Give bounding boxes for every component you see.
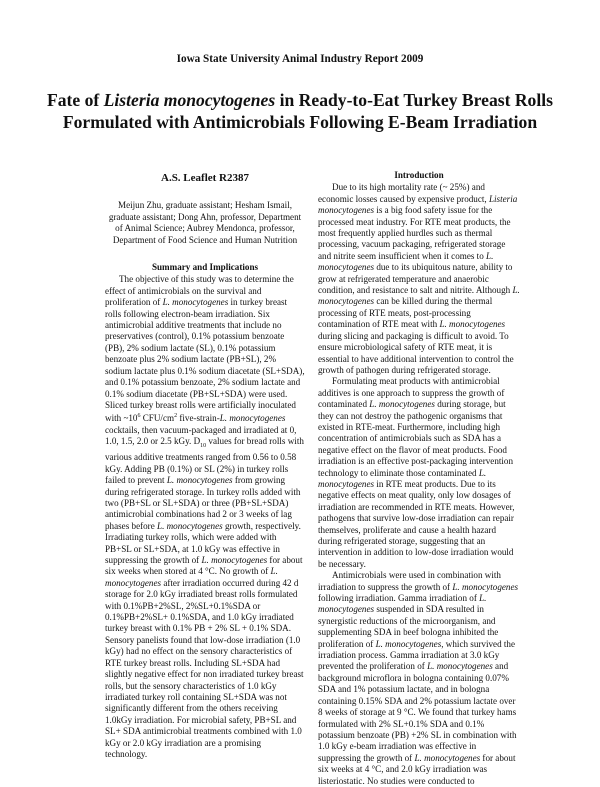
- summary-paragraph: The objective of this study was to determine the effect of antimicrobials on the survival and proliferation of L. monocytogenes in turkey breast rolls following electron-beam irradiation. Six antimicrobial additive treatments that include no preservatives (control), 0.1% potassium benzoate (PB), 2% sodium lactate (SL), 0.1% potassium benzoate plus 2% sodium lactate (PB+SL), 2% sodium lactate plus 0.1% sodium diacetate (SL+SDA), and 0.1% potassium benzoate, 2% sodium lactate and 0.1% sodium diacetate (PB+SL+SDA) were used. Sliced turkey breast rolls were artificially inoculated with $\sim 10^6$ CFU/$cm^2$ five-strain-L. monocytogenes cocktails, then vacuum-packaged and irradiated at 0, 1.0, 1.5, 2.0 or 2.5 kGy. $D_{10}$ values for bread rolls with various additive treatments ranged from 0.56 to 0.58 kGy. Adding PB (0.1%) or SL (2%) in turkey rolls failed to prevent L. monocytogenes from growing during refrigerated storage. In turkey rolls added with two (PB+SL or SL+SDA) or three (PB+SL+SDA) antimicrobial combinations had 2 or 3 weeks of lag phases before L. monocytogenes growth, respectively. Irradiating turkey rolls, which were added with PB+SL or SL+SDA, at 1.0 kGy was effective in suppressing the growth of L. monocytogenes for about six weeks when stored at 4 °C. No growth of L. monocytogenes after irradiation occurred during 42 d storage for 2.0 kGy irradiated breast rolls formulated with 0.1%PB+2%SL, 2%SL+0.1%SDA or 0.1%PB+2%SL+ 0.1%SDA, and 1.0 kGy irradiated turkey breast with 0.1% PB + 2% SL + 0.1% SDA. Sensory panelists found that low-dose irradiation (1.0 kGy) had no effect on the sensory characteristics of RTE turkey breast rolls. Including SL+SDA had slightly negative effect for non irradiated turkey breast rolls, but the sensory characteristics of 1.0 kGy irradiated turkey roll containing SL+SDA was not significantly different from the others receiving 1.0kGy irradiation. For microbial safety, PB+SL and SL+ SDA antimicrobial treatments combined with 1.0 kGy or 2.0 kGy irradiation are a promising technology.: [105, 274, 305, 759]
- intro-paragraph-3: Antimicrobials were used in combination with irradiation to suppress the growth of L. monocytogenes following irradiation. Gamma irradiation of L. monocytogenes suspended in SDA resulted in synergistic reductions of the microorganism, and supplementing SDA in beef bologna inhibited the proliferation of L. monocytogenes, which survived the irradiation process. Gamma irradiation at 3.0 kGy prevented the proliferation of L. monocytogenes and background microflora in bologna containing 0.07% SDA and 1% potassium lactate, and in bologna containing 0.15% SDA and 2% potassium lactate over 8 weeks of storage at 9 °C. We found that turkey hams formulated with 2% SL+0.1% SDA and 0.1% potassium benzoate (PB) +2% SL in combination with 1.0 kGy e-beam irradiation was effective in suppressing the growth of L. monocytogenes for about six weeks at 4 °C, and 2.0 kGy irradiation was listeriostatic. No studies were conducted to: [318, 570, 519, 786]
- title-organism: Listeria monocytogenes: [103, 90, 276, 110]
- paper-title: [40, 90, 560, 134]
- title-part-2: in Ready-to-Eat Turkey Breast Rolls Formulated with Antimicrobials Following E-Beam Irradiation: [62, 90, 553, 132]
- right-column: [318, 170, 520, 787]
- summary-heading: Summary and Implications: [151, 262, 259, 273]
- leaflet-number: A.S. Leaflet R2387: [161, 172, 249, 184]
- intro-paragraph-1: Due to its high mortality rate (~ 25%) and economic losses caused by expensive product, Listeria monocytogenes is a big food safety issue for the processed meat industry. For RTE meat products, the most frequently applied hurdles such as thermal processing, vacuum packaging, refrigerated storage and nitrite seem insufficient when it comes to L. monocytogenes due to its ubiquitous nature, ability to grow at refrigerated temperature and anaerobic condition, and resistance to salt and nitrite. Although L. monocytogenes can be killed during the thermal processing of RTE meats, post-processing contamination of RTE meat with L. monocytogenes during slicing and packaging is difficult to avoid. To ensure microbiological safety of RTE meat, it is essential to have additional intervention to control the growth of pathogen during refrigerated storage.: [318, 182, 520, 375]
- title-part-1: Fate of: [47, 90, 104, 110]
- report-header: Iowa State University Animal Industry Report 2009: [176, 53, 424, 65]
- left-column: [105, 170, 305, 760]
- authors: Meijun Zhu, graduate assistant; Hesham Ismail, graduate assistant; Dong Ahn, professor, Department of Animal Science; Aubrey Mendonca, professor, Department of Food Science and Human Nutrition: [108, 200, 302, 245]
- intro-paragraph-2: Formulating meat products with antimicrobial additives is one approach to suppress the growth of contaminated L. monocytogenes during storage, but they can not destroy the pathogenic organisms that existed in RTE-meat. Furthermore, including high concentration of antimicrobials such as SDA has a negative effect on the flavor of meat products. Food irradiation is an effective post-packaging intervention technology to eliminate those contaminated L. monocytogenes in RTE meat products. Due to its negative effects on meat quality, only low dosages of irradiation are recommended in RTE meats. However, pathogens that survive low-dose irradiation can repair themselves, proliferate and cause a health hazard during refrigerated storage, suggesting that an intervention in addition to low-dose irradiation would be necessary.: [318, 376, 515, 569]
- introduction-heading: Introduction: [394, 170, 444, 180]
